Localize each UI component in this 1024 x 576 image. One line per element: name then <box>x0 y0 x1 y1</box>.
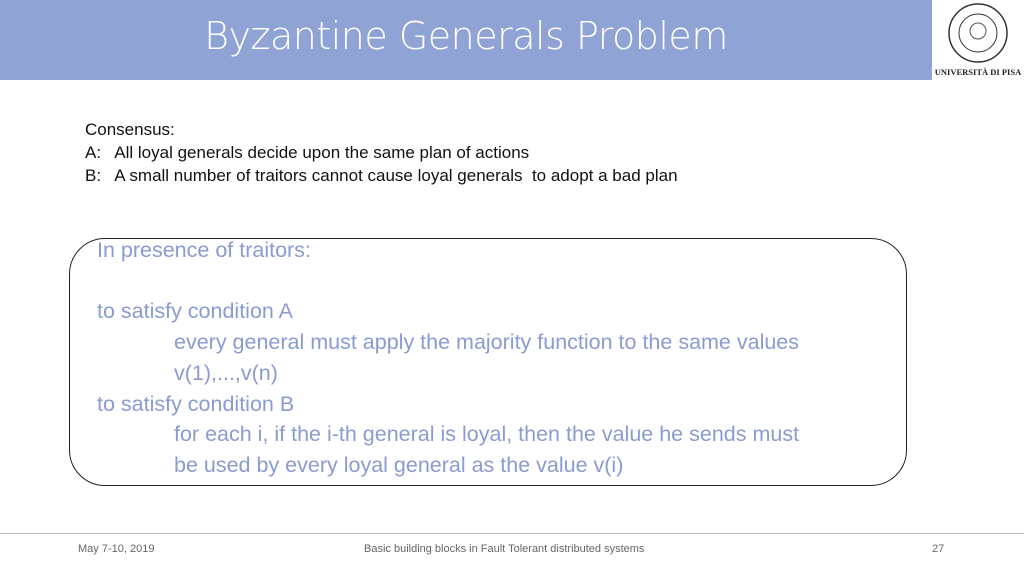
box-line: every general must apply the majority function to the same values <box>174 330 800 354</box>
university-logo <box>932 0 1024 80</box>
box-heading: In presence of traitors: <box>97 238 311 262</box>
logo-text: UNIVERSITÀ DI PISA <box>934 67 1022 77</box>
box-line: for each i, if the i-th general is loyal, then the value he sends must <box>174 422 800 446</box>
slide-title: Byzantine Generals Problem <box>204 14 728 58</box>
condition-b: B: A small number of traitors cannot cause loyal generals to adopt a bad plan <box>85 166 678 185</box>
intro-heading: Consensus: <box>85 120 175 139</box>
footer-date: May 7-10, 2019 <box>78 543 155 555</box>
page-number: 27 <box>932 543 945 555</box>
box-line: to satisfy condition B <box>97 392 295 416</box>
box-line: to satisfy condition A <box>97 299 293 323</box>
footer-course: Basic building blocks in Fault Tolerant distributed systems <box>364 543 645 555</box>
footer-divider <box>0 533 1024 534</box>
box-line: be used by every loyal general as the value v(i) <box>174 453 624 477</box>
box-line: v(1),...,v(n) <box>174 361 278 385</box>
consensus-definition <box>85 118 678 187</box>
condition-a: A: All loyal generals decide upon the same plan of actions <box>85 143 530 162</box>
